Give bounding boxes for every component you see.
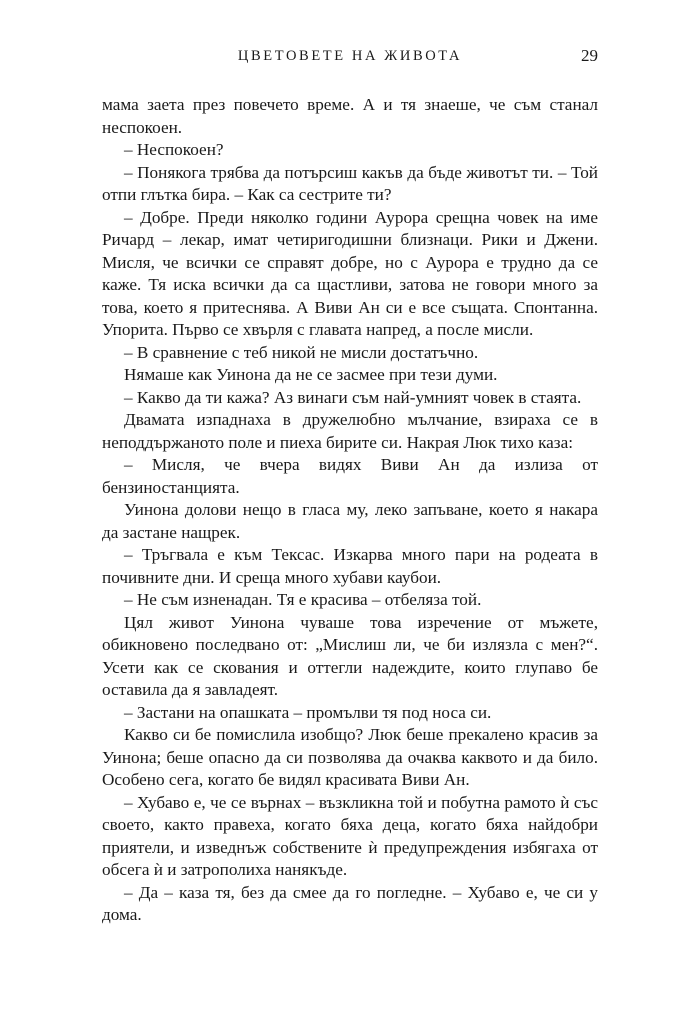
- body-text: [102, 94, 598, 927]
- paragraph: Двамата изпаднаха в дружелюбно мълчание, взираха се в неподдържаното поле и пиеха бирите си. Накрая Люк тихо каза:: [102, 410, 598, 452]
- paragraph: – Понякога трябва да потърсиш какъв да бъде животът ти. – Той отпи глътка бира. – Как са сестрите ти?: [102, 162, 598, 204]
- paragraph: – Застани на опашката – промълви тя под носа си.: [124, 702, 492, 722]
- paragraph: Какво си бе помислила изобщо? Люк беше прекалено красив за Уинона; беше опасно да си позволява да очаква каквото и да било. Особено сега, когато бе видял красивата Виви Ан.: [102, 725, 598, 789]
- page-number: 29: [581, 46, 598, 65]
- paragraph: – Да – каза тя, без да смее да го погледне. – Хубаво е, че си у дома.: [102, 882, 598, 924]
- paragraph: – Тръгвала е към Тексас. Изкарва много пари на родеата в почивните дни. И среща много хубави каубои.: [102, 545, 598, 587]
- paragraph: – Какво да ти кажа? Аз винаги съм най-умният човек в стаята.: [124, 387, 582, 407]
- paragraph: – Добре. Преди няколко години Аурора срещна човек на име Ричард – лекар, имат четиригодишни близнаци. Рики и Джени. Мисля, че всички се справят добре, но с Аурора е трудно да се каже. Тя иска всички да са щастливи, затова не говори много за това, което я притеснява. А Виви Ан си е все същата. Спонтанна. Упорита. Първо се хвърля с главата напред, а после мисли.: [102, 207, 598, 339]
- paragraph: – Хубаво е, че се върнах – възкликна той и побутна рамото ѝ със своето, както правеха, когато бяха деца, когато бяха найдобри приятели, и изведнъж собствените ѝ предупреждения избягаха от обсега ѝ и затрополиха нанякъде.: [102, 792, 598, 879]
- paragraph: Уинона долови нещо в гласа му, леко запъване, което я накара да застане нащрек.: [102, 500, 598, 542]
- paragraph: Цял живот Уинона чуваше това изречение от мъжете, обикновено последвано от: „Мислиш ли, че би излязла с мен?“. Усети как се скования и оттегли надеждите, които глупаво бе оставила да я завладеят.: [102, 612, 598, 699]
- paragraph: – Не съм изненадан. Тя е красива – отбеляза той.: [124, 590, 482, 609]
- paragraph: – Мисля, че вчера видях Виви Ан да излиза от бензиностанцията.: [102, 455, 598, 497]
- running-title: ЦВЕТОВЕТЕ НА ЖИВОТА: [237, 48, 463, 64]
- paragraph: Нямаше как Уинона да не се засмее при тези думи.: [124, 365, 498, 384]
- paragraph: – В сравнение с теб никой не мисли достатъчно.: [124, 342, 479, 362]
- paragraph: – Неспокоен?: [124, 140, 224, 159]
- page-header: [102, 44, 598, 68]
- paragraph: мама заета през повечето време. А и тя знаеше, че съм станал неспокоен.: [102, 95, 598, 137]
